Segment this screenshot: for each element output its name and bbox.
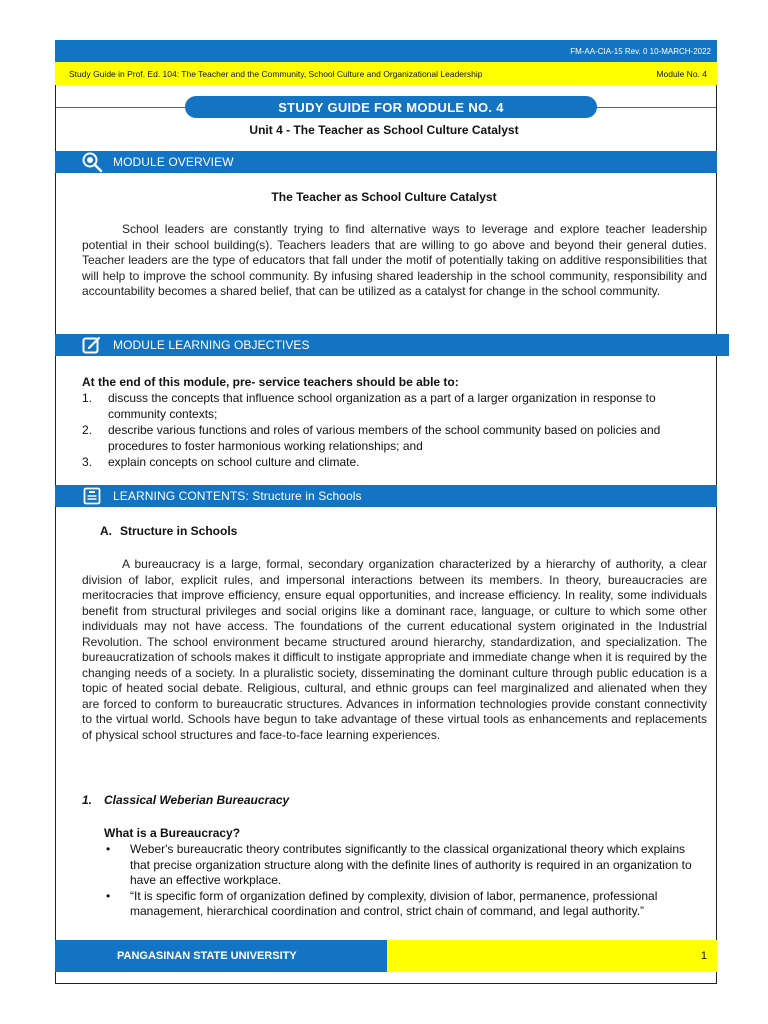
course-bar <box>55 62 717 85</box>
overview-text: School leaders are constantly trying to find alternative ways to leverage and explore teacher leadership potential in their school building(s). Teachers leaders that are willing to go above and beyond their general duties. Teacher leaders are the type of educators that fall under the motif of potentially taking on additive responsibilities that will help to improve the school community. By infusing shared leadership in the school community, responsibility and accountability becomes a shared belief, that can be utilized as a catalyst for change in the school community. <box>82 222 707 298</box>
subsection-heading <box>100 524 237 538</box>
bullet-icon: • <box>106 842 111 856</box>
heading-title: Classical Weberian Bureaucracy <box>104 793 290 807</box>
learning-objectives-heading: MODULE LEARNING OBJECTIVES <box>113 338 310 352</box>
heading-number: 1. <box>82 793 93 807</box>
footer-page <box>387 940 717 972</box>
item-text: explain concepts on school culture and climate. <box>108 455 360 469</box>
document-icon <box>81 485 103 507</box>
unit-title: Unit 4 - The Teacher as School Culture Catalyst <box>249 123 519 137</box>
study-guide-title-text: STUDY GUIDE FOR MODULE NO. 4 <box>278 99 504 115</box>
list-item <box>104 842 704 889</box>
list-item <box>82 422 707 454</box>
objectives-list <box>82 390 707 470</box>
bullet-icon: • <box>106 888 111 903</box>
magnifier-icon <box>81 151 103 173</box>
item-text: describe various functions and roles of various members of the school community based on policies and procedures to foster harmonious working relationships; and <box>108 423 661 453</box>
learning-objectives-bar <box>55 334 729 356</box>
study-guide-title <box>185 96 597 118</box>
course-title: Study Guide in Prof. Ed. 104: The Teacher and the Community, School Culture and Organizational Leadership <box>69 68 483 79</box>
learning-contents-bar <box>55 485 717 507</box>
item-number: 3. <box>82 455 93 469</box>
bullet-text: Weber's bureaucratic theory contributes significantly to the classical organizational theory which explains that precise organization structure along with the definite lines of authority is required in an organization to have an effective workplace. <box>130 842 692 887</box>
footer-university <box>55 940 387 972</box>
bullet-text: “It is specific form of organization defined by complexity, division of labor, permanence, professional management, hierarchical coordination and control, strict chain of command, and legal authority.” <box>130 888 658 918</box>
list-item <box>82 390 707 422</box>
overview-title: The Teacher as School Culture Catalyst <box>271 190 497 204</box>
item-number: 1. <box>82 391 93 405</box>
bureaucracy-text: A bureaucracy is a large, formal, secondary organization characterized by a hierarchy of authority, a clear division of labor, explicit rules, and impersonal interactions between its members. In theory, bureaucracies are meritocracies that improve efficiency, ensure equal opportunities, and increase efficiency. In reality, some individuals benefit from structural privileges and social origins like a dominant race, language, or culture to which some other individuals may not have access. The foundations of the current educational system originated in the Industrial Revolution. The school environment became structured around hierarchy, standardization, and specialization. The bureaucratization of schools makes it difficult to instigate appropriate and immediate change when it is required by the changing needs of a society. In a pluralistic society, disseminating the dominant culture through public education is a topic of heated social debate. Religious, cultural, and ethnic groups can feel marginalized and alienated when they are forced to conform to bureaucratic structures. Advances in information technologies provide constant connectivity to the virtual world. Schools have begun to take advantage of these virtual tools as enhancements and replacements of physical school structures and face-to-face learning experiences. <box>82 557 707 742</box>
item-text: discuss the concepts that influence school organization as a part of a larger organization in response to community contexts; <box>108 391 656 421</box>
objectives-lead: At the end of this module, pre- service teachers should be able to: <box>82 375 459 389</box>
list-item <box>82 454 707 470</box>
university-name: PANGASINAN STATE UNIVERSITY <box>117 950 297 962</box>
subsection-title: Structure in Schools <box>120 524 238 538</box>
what-is-heading: What is a Bureaucracy? <box>104 826 241 840</box>
subsection-letter: A. <box>100 524 112 538</box>
module-overview-heading: MODULE OVERVIEW <box>113 155 234 169</box>
bureaucracy-paragraph <box>82 557 707 743</box>
item-number: 2. <box>82 423 93 437</box>
overview-paragraph <box>82 222 707 300</box>
edit-note-icon <box>81 334 103 356</box>
bullet-list <box>104 842 704 920</box>
weberian-heading <box>82 793 289 807</box>
module-overview-bar <box>55 151 717 173</box>
form-code-bar <box>55 40 717 62</box>
page-number: 1 <box>700 950 707 962</box>
list-item <box>104 889 704 920</box>
form-code: FM-AA-CIA-15 Rev. 0 10-MARCH-2022 <box>570 46 711 56</box>
learning-contents-heading: LEARNING CONTENTS: Structure in Schools <box>113 489 362 503</box>
module-number: Module No. 4 <box>656 68 707 79</box>
